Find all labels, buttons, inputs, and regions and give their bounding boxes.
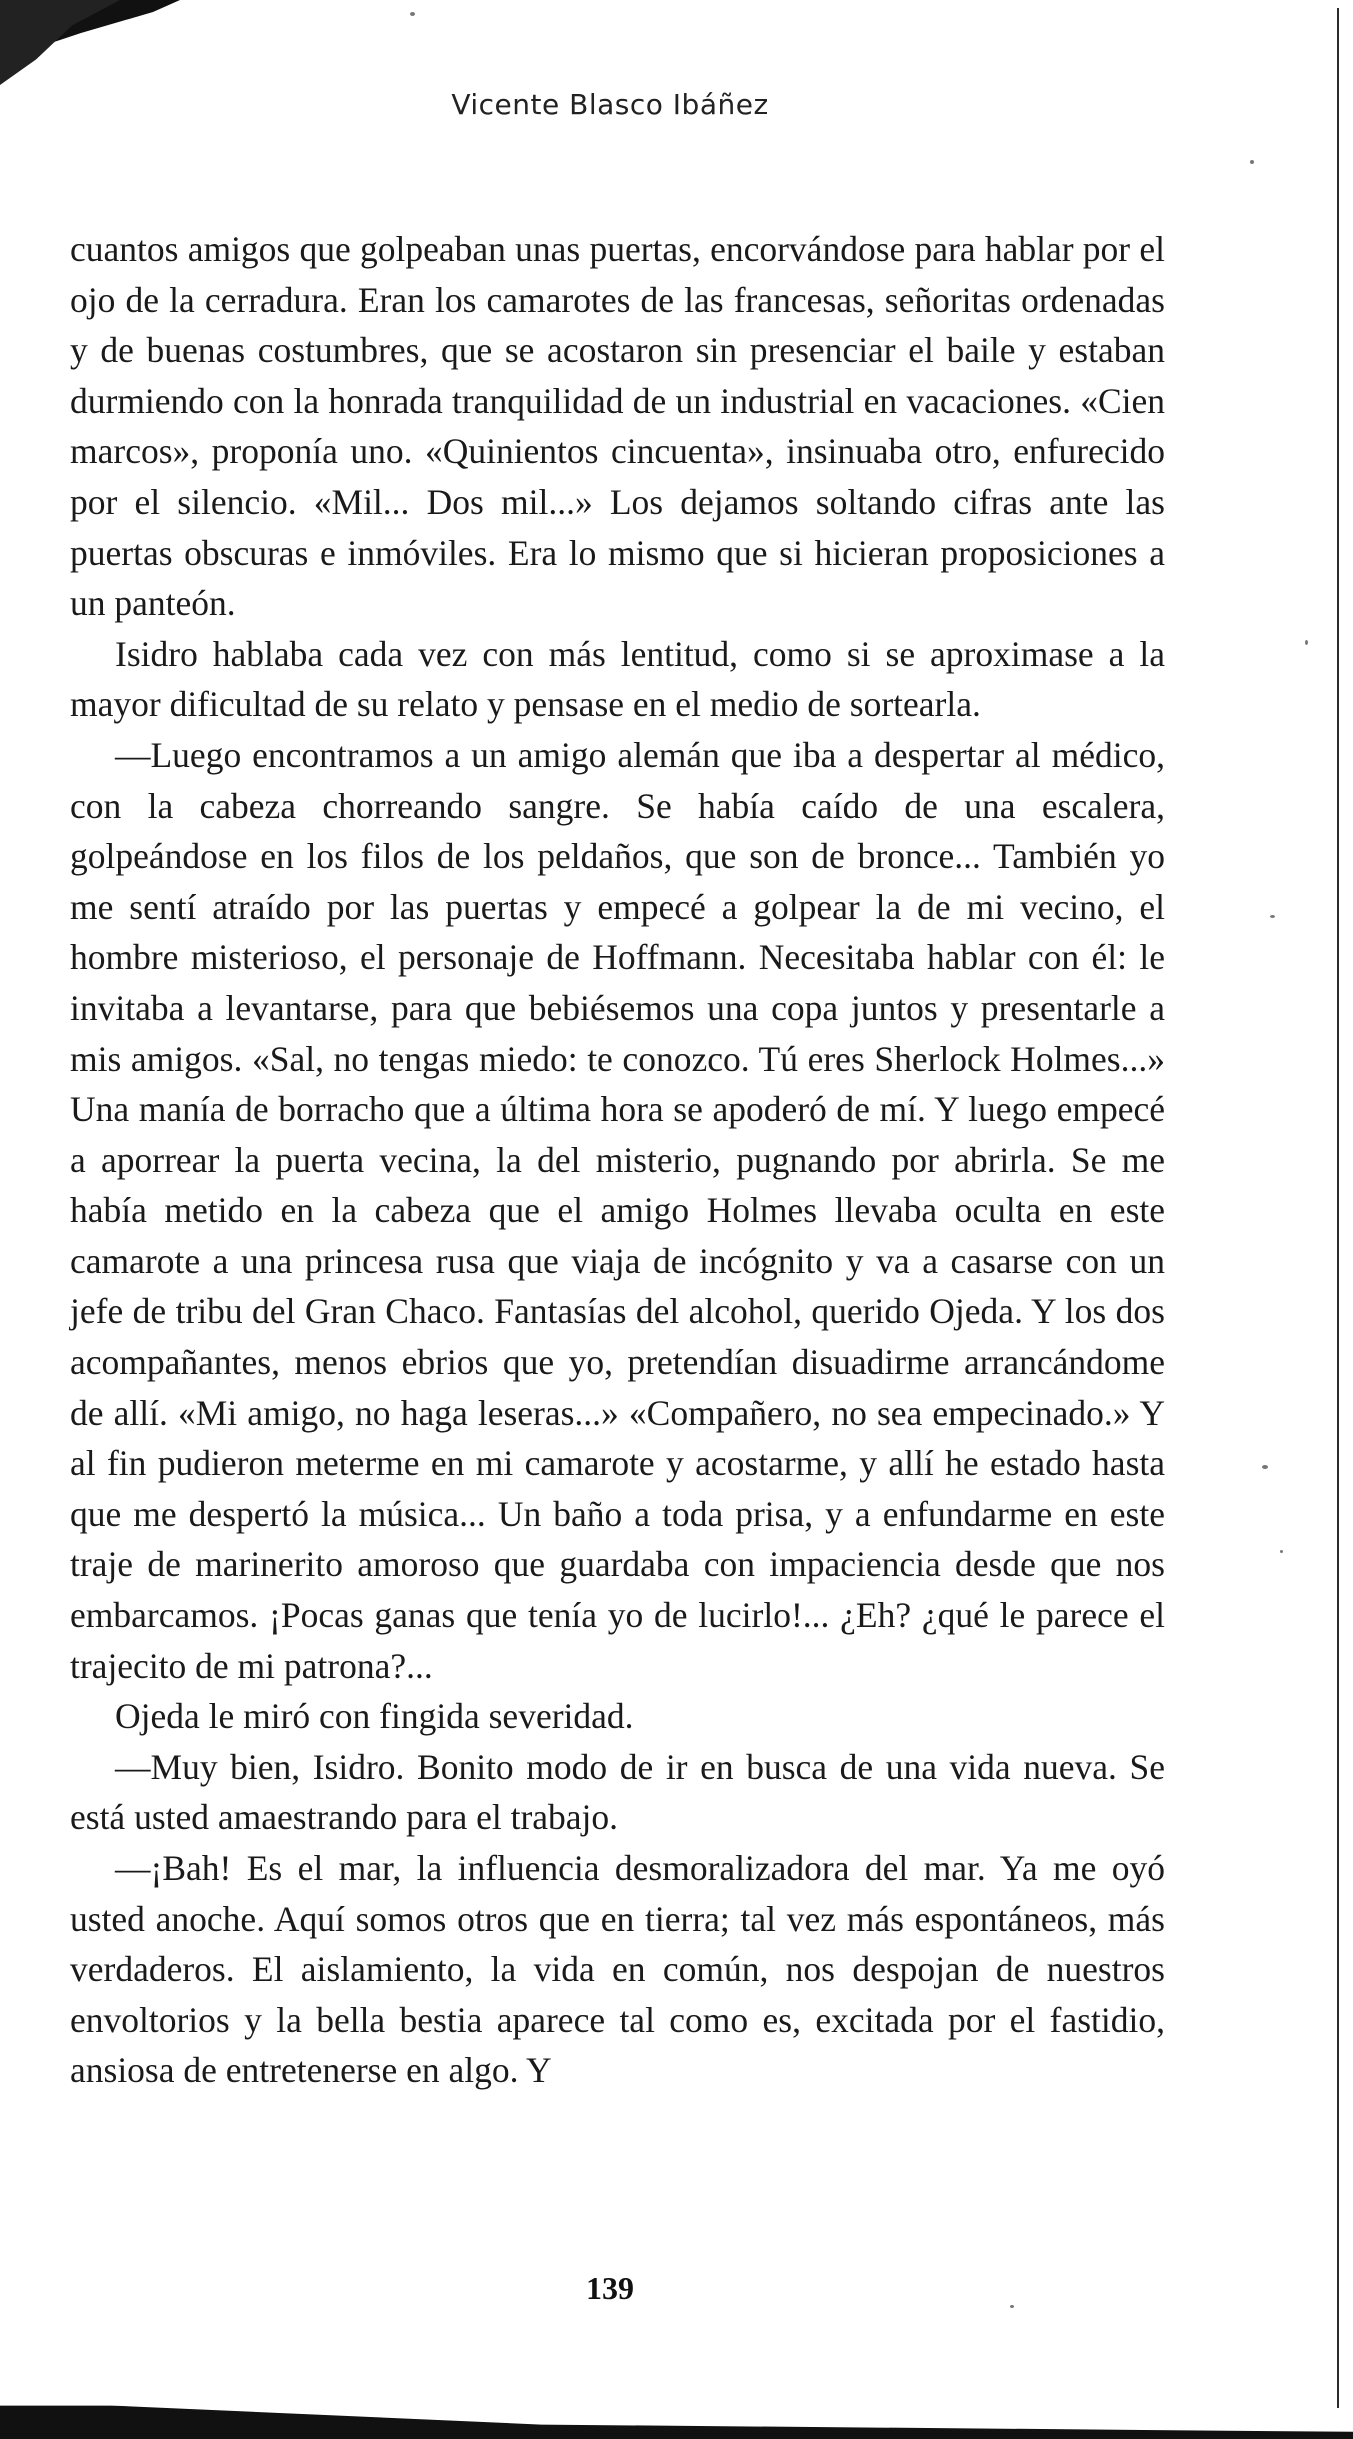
scan-speck bbox=[1305, 640, 1308, 645]
page-edge-line bbox=[1337, 8, 1339, 2408]
paragraph: Isidro hablaba cada vez con más lentitud, como si se aproximase a la mayor dificultad de su relato y pensase en el medio de sortearla. bbox=[70, 633, 1165, 725]
page-number: 139 bbox=[586, 2270, 634, 2306]
paragraph: —Luego encontramos a un amigo alemán que iba a despertar al médico, con la cabeza chorreando sangre. Se había caído de una escalera, golpeándose en los filos de los peldaños, que son de bronce... También yo me sentí atraído por las puertas y empecé a golpear la de mi vecino, el hombre misterioso, el personaje de Hoffmann. Necesitaba hablar con él: le invitaba a levantarse, para que bebiésemos una copa juntos y presentarle a mis amigos. «Sal, no tengas miedo: te conozco. Tú eres Sherlock Holmes...» Una manía de borracho que a última hora se apoderó de mí. Y luego empecé a aporrear la puerta vecina, la del misterio, pugnando por abrirla. Se me había metido en la cabeza que el amigo Holmes llevaba oculta en este camarote a una princesa rusa que viaja de incógnito y va a casarse con un jefe de tribu del Gran Chaco. Fantasías del alcohol, querido Ojeda. Y los dos acompañantes, menos ebrios que yo, pretendían disuadirme arrancándome de allí. «Mi amigo, no haga leseras...» «Compañero, no sea empecinado.» Y al fin pudieron meterme en mi camarote y acostarme, y allí he estado hasta que me despertó la música... Un baño a toda prisa, y a enfundarme en este traje de marinerito amoroso que guardaba con impaciencia desde que nos embarcamos. ¡Pocas ganas que tenía yo de lucirlo!... ¿Eh? ¿qué le parece el trajecito de mi patrona?... bbox=[70, 734, 1165, 1686]
scan-speck bbox=[1262, 1465, 1268, 1469]
body-text bbox=[70, 224, 1165, 2096]
paragraph: Ojeda le miró con fingida severidad. bbox=[115, 1696, 634, 1737]
paragraph: cuantos amigos que golpeaban unas puertas, encorvándose para hablar por el ojo de la cerradura. Eran los camarotes de las francesas, señoritas ordenadas y de buenas costumbres, que se acostaron sin presenciar el baile y estaban durmiendo con la honrada tranquilidad de un industrial en vacaciones. «Cien marcos», proponía uno. «Quinientos cincuenta», insinuaba otro, enfurecido por el silencio. «Mil... Dos mil...» Los dejamos soltando cifras ante las puertas obscuras e inmóviles. Era lo mismo que si hicieran proposiciones a un panteón. bbox=[70, 229, 1165, 624]
scan-speck bbox=[1270, 915, 1275, 918]
scan-shadow-bottom bbox=[0, 2391, 1353, 2439]
scan-speck bbox=[1250, 160, 1254, 164]
running-head: Vicente Blasco Ibáñez bbox=[451, 88, 769, 121]
paragraph: —Muy bien, Isidro. Bonito modo de ir en busca de una vida nueva. Se está usted amaestrando para el trabajo. bbox=[70, 1746, 1165, 1838]
scan-speck bbox=[410, 12, 415, 16]
scan-speck bbox=[1280, 1550, 1283, 1553]
paragraph: —¡Bah! Es el mar, la influencia desmoralizadora del mar. Ya me oyó usted anoche. Aquí somos otros que en tierra; tal vez más espontáneos, más verdaderos. El aislamiento, la vida en común, nos despojan de nuestros envoltorios y la bella bestia aparece tal como es, excitada por el fastidio, ansiosa de entretenerse en algo. Y bbox=[70, 1848, 1165, 2091]
